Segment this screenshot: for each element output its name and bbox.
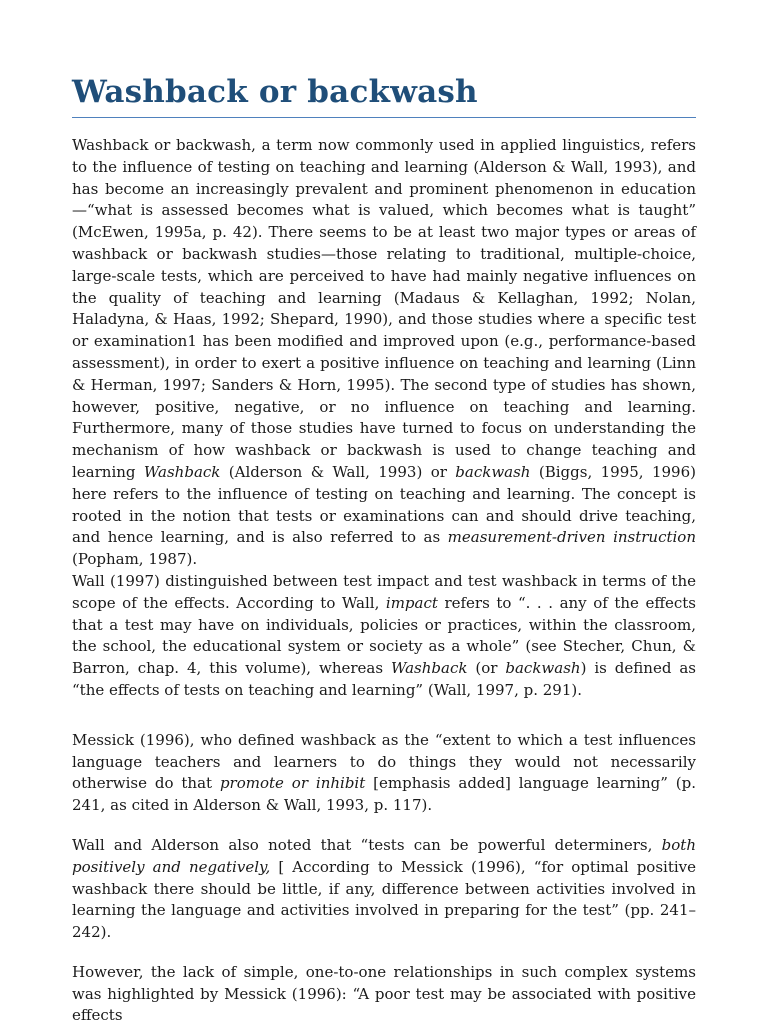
paragraph-2-italic-backwash: backwash — [505, 659, 581, 678]
paragraph-4-italic-both: both positively and negatively, — [72, 835, 696, 876]
paragraph-4 — [72, 835, 696, 944]
paragraph-1-italic-backwash: backwash — [455, 462, 531, 481]
paragraph-5 — [72, 962, 696, 1027]
paragraph-1-text-2: (Alderson & Wall, 1993) or — [220, 462, 456, 481]
paragraph-1 — [72, 135, 696, 571]
paragraph-5-text-1: However, the lack of simple, one-to-one relationships in such complex systems was highlighted by Messick (1996): “A poor test may be associated with positive effects — [72, 962, 696, 1025]
paragraph-1-italic-mdi: measurement-driven instruction — [447, 528, 696, 547]
paragraph-1-text-4: (Popham, 1987). — [72, 550, 198, 569]
document-page — [72, 68, 696, 1027]
paragraph-3-text-1: Messick (1996), who defined washback as the “extent to which a test influences language teachers and learners to do things they would not necessarily otherwise do that — [72, 730, 696, 793]
paragraph-1-italic-washback: Washback — [143, 462, 221, 481]
paragraph-3 — [72, 730, 696, 817]
paragraph-1-text-3: (Biggs, 1995, 1996) here refers to the influence of testing on teaching and learning. The concept is rooted in the notion that tests or examinations can and should drive teaching, and hence learning, and is also referred to as — [72, 462, 696, 547]
paragraph-2-italic-impact: impact — [385, 593, 438, 612]
paragraph-2 — [72, 571, 696, 702]
paragraph-2-italic-washback: Washback — [391, 659, 468, 678]
paragraph-4-text-2: [ According to Messick (1996), “for optimal positive washback there should be little, if any, difference between activities involved in learning the language and activities involved in preparing for the test” (pp. 241–242). — [72, 857, 697, 942]
paragraph-2-text-4: ) is defined as “the effects of tests on teaching and learning” (Wall, 1997, p. 291). — [72, 659, 696, 699]
paragraph-3-italic-promote: promote or inhibit — [219, 774, 366, 793]
paragraph-2-text-1: Wall (1997) distinguished between test impact and test washback in terms of the scope of the effects. According to Wall, — [72, 571, 696, 612]
paragraph-2-text-3: (or — [467, 659, 506, 678]
paragraph-2-text-2: refers to “. . . any of the effects that a test may have on individuals, policies or practices, within the classroom, the school, the educational system or society as a whole” (see Stecher, Chun, & Barron, chap. 4, this volume), whereas — [72, 593, 696, 678]
title-divider — [72, 117, 696, 118]
paragraph-1-text-1: Washback or backwash, a term now commonly used in applied linguistics, refers to the influence of testing on teaching and learning (Alderson & Wall, 1993), and has become an increasingly prevalent and prominent phenomenon in education—“what is assessed becomes what is valued, which becomes what is taught” (McEwen, 1995a, p. 42). There seems to be at least two major types or areas of washback or backwash studies—those relating to traditional, multiple-choice, large-scale tests, which are perceived to have had mainly negative influences on the quality of teaching and learning (Madaus & Kellaghan, 1992; Nolan, Haladyna, & Haas, 1992; Shepard, 1990), and those studies where a specific test or examination1 has been modified and improved upon (e.g., performance-based assessment), in order to exert a positive influence on teaching and learning (Linn & Herman, 1997; Sanders & Horn, 1995). The second type of studies has shown, however, positive, negative, or no influence on teaching and learning. Furthermore, many of those studies have turned to focus on understanding the mechanism of how washback or backwash is used to change teaching and learning — [72, 136, 696, 481]
paragraph-4-text-1: Wall and Alderson also noted that “tests can be powerful determiners, — [72, 835, 662, 854]
paragraph-3-text-2: [emphasis added] language learning” (p. 241, as cited in Alderson & Wall, 1993, p. 117). — [72, 774, 697, 815]
page-title: Washback or backwash — [72, 74, 478, 110]
